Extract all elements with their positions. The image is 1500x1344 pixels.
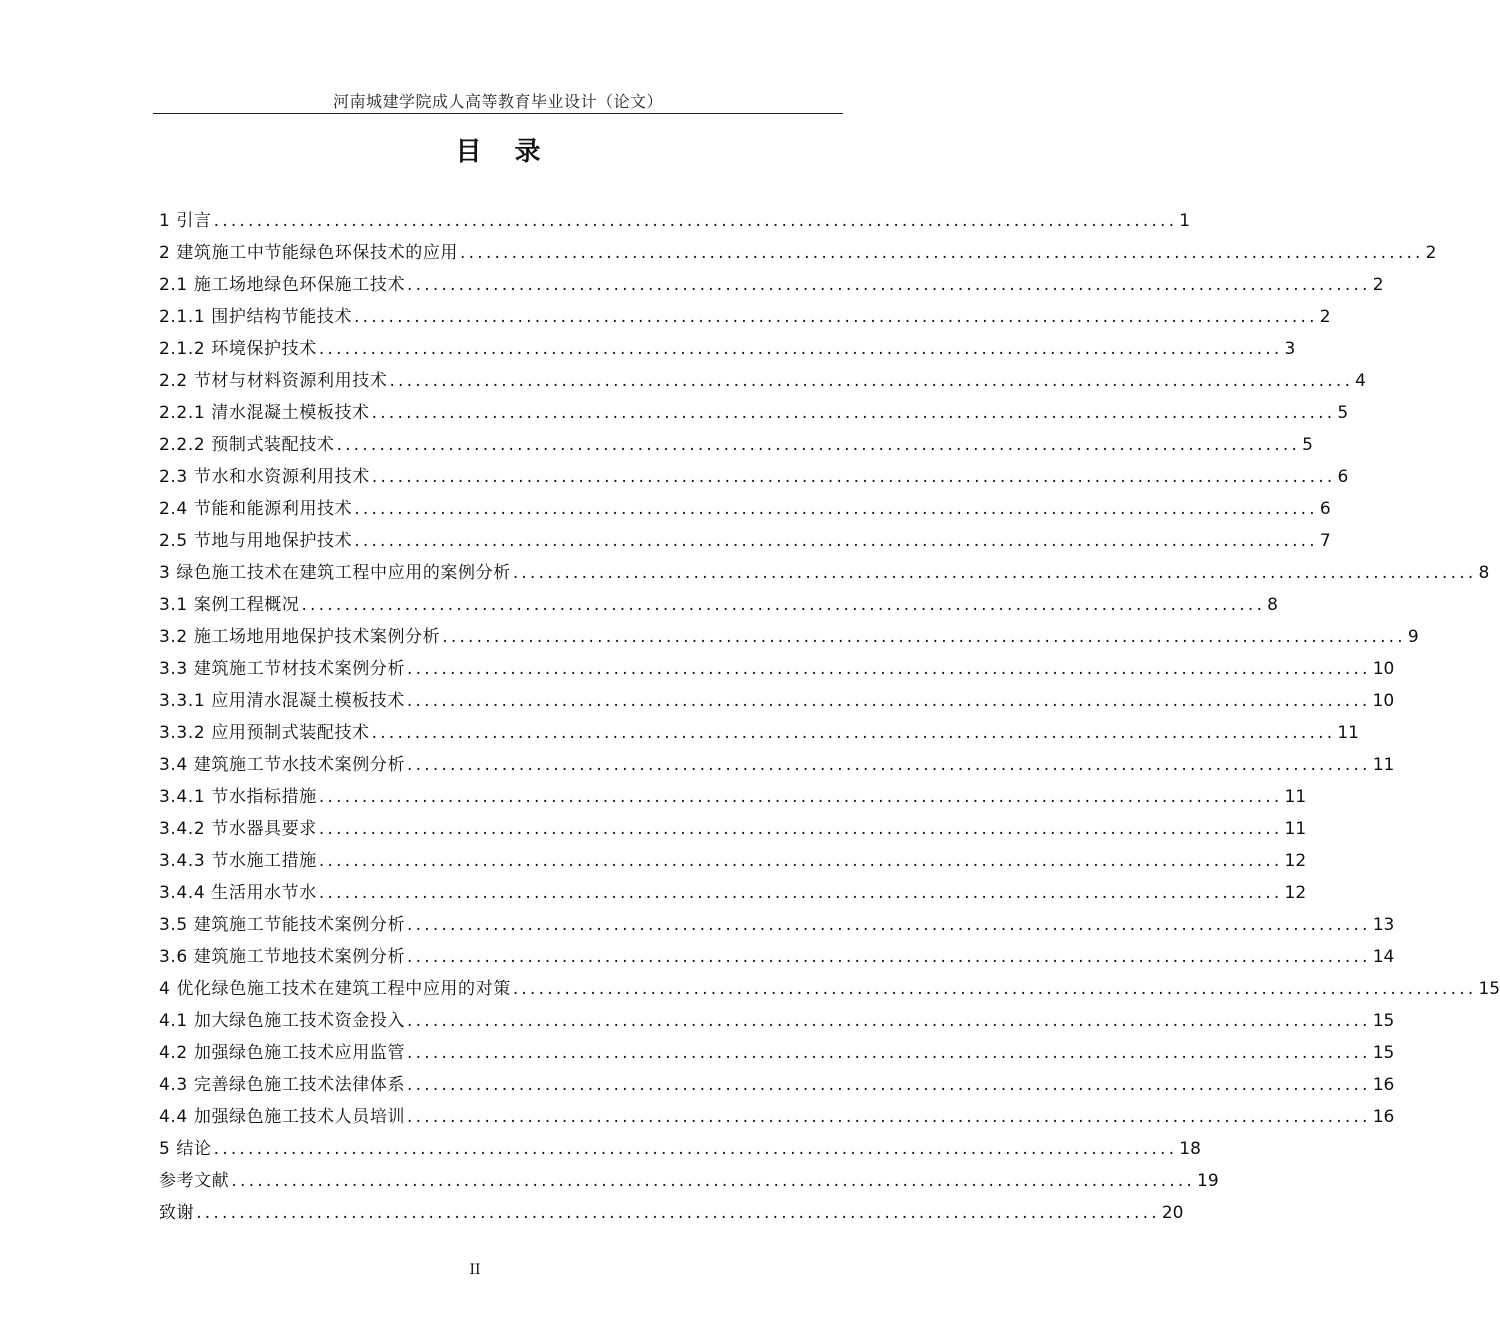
toc-dot-leader: ................................................................................................................ — [318, 883, 1283, 903]
toc-dot-leader: ................................................................................................................ — [354, 307, 1318, 327]
toc-entry-page-number: 2 — [1425, 243, 1437, 263]
toc-entry-title: 4.4 加强绿色施工技术人员培训 — [159, 1107, 406, 1127]
toc-entry-page-number: 8 — [1267, 595, 1278, 615]
toc-entry[interactable] — [159, 684, 1395, 716]
toc-entry[interactable] — [159, 428, 1313, 460]
toc-dot-leader: ................................................................................................................ — [318, 787, 1283, 807]
header-divider — [153, 113, 843, 114]
toc-entry-page-number: 12 — [1284, 851, 1307, 871]
toc-entry-title: 3 绿色施工技术在建筑工程中应用的案例分析 — [159, 563, 511, 583]
toc-entry[interactable] — [159, 1164, 1219, 1196]
toc-entry-title: 3.3.2 应用预制式装配技术 — [159, 723, 370, 743]
toc-dot-leader: ................................................................................................................ — [354, 499, 1318, 519]
toc-entry-title: 2.3 节水和水资源利用技术 — [159, 467, 370, 487]
toc-dot-leader: ................................................................................................................ — [318, 819, 1283, 839]
toc-entry-page-number: 5 — [1337, 403, 1349, 423]
toc-entry-page-number: 8 — [1478, 563, 1490, 583]
toc-entry-title: 参考文献 — [159, 1171, 230, 1191]
toc-entry-page-number: 13 — [1372, 915, 1395, 935]
toc-entry-page-number: 3 — [1284, 339, 1296, 359]
toc-entry-title: 3.3 建筑施工节材技术案例分析 — [159, 659, 406, 679]
toc-entry[interactable] — [159, 844, 1307, 876]
toc-dot-leader: ................................................................................................................ — [407, 1011, 1371, 1031]
toc-dot-leader: ................................................................................................................ — [354, 531, 1318, 551]
toc-entry[interactable] — [159, 908, 1395, 940]
toc-entry[interactable] — [159, 204, 1191, 236]
toc-entry-title: 2.2 节材与材料资源利用技术 — [159, 371, 388, 391]
toc-dot-leader: ................................................................................................................ — [407, 755, 1371, 775]
toc-entry-page-number: 16 — [1372, 1075, 1395, 1095]
toc-entry-title: 4.1 加大绿色施工技术资金投入 — [159, 1011, 406, 1031]
toc-entry[interactable] — [159, 1068, 1395, 1100]
toc-entry-title: 3.4.1 节水指标措施 — [159, 787, 317, 807]
toc-entry[interactable] — [159, 812, 1307, 844]
toc-dot-leader: ................................................................................................................ — [371, 723, 1336, 743]
toc-dot-leader: ................................................................................................................ — [406, 691, 1371, 711]
toc-entry[interactable] — [159, 1132, 1201, 1164]
toc-entry[interactable] — [159, 460, 1349, 492]
toc-entry-title: 3.4.4 生活用水节水 — [159, 883, 317, 903]
toc-entry[interactable] — [159, 748, 1395, 780]
toc-dot-leader: ................................................................................................................ — [371, 467, 1336, 487]
toc-entry-title: 4 优化绿色施工技术在建筑工程中应用的对策 — [159, 979, 511, 999]
toc-entry-page-number: 15 — [1372, 1043, 1395, 1063]
toc-entry-page-number: 19 — [1197, 1171, 1219, 1191]
toc-entry-title: 3.2 施工场地用地保护技术案例分析 — [159, 627, 441, 647]
toc-dot-leader: ................................................................................................................ — [213, 211, 1178, 231]
toc-dot-leader: ................................................................................................................ — [460, 243, 1424, 263]
toc-entry-page-number: 14 — [1372, 947, 1395, 967]
toc-dot-leader: ................................................................................................................ — [318, 851, 1283, 871]
toc-dot-leader: ................................................................................................................ — [407, 947, 1371, 967]
toc-entry-title: 4.3 完善绿色施工技术法律体系 — [159, 1075, 406, 1095]
toc-entry-title: 2.4 节能和能源利用技术 — [159, 499, 353, 519]
toc-dot-leader: ................................................................................................................ — [371, 403, 1336, 423]
toc-entry-page-number: 5 — [1302, 435, 1313, 455]
toc-entry[interactable] — [159, 652, 1395, 684]
toc-dot-leader: ................................................................................................................ — [407, 1075, 1371, 1095]
toc-entry-page-number: 10 — [1372, 691, 1395, 711]
toc-dot-leader: ................................................................................................................ — [301, 595, 1266, 615]
toc-entry[interactable] — [159, 524, 1331, 556]
toc-entry[interactable] — [159, 332, 1296, 364]
toc-entry-title: 致谢 — [159, 1203, 195, 1223]
toc-entry-page-number: 2 — [1372, 275, 1384, 295]
toc-entry[interactable] — [159, 492, 1331, 524]
toc-dot-leader: ................................................................................................................ — [407, 659, 1371, 679]
toc-entry-title: 2.5 节地与用地保护技术 — [159, 531, 353, 551]
toc-entry-page-number: 11 — [1337, 723, 1359, 743]
toc-entry[interactable] — [159, 876, 1307, 908]
toc-entry[interactable] — [159, 972, 1500, 1004]
toc-entry[interactable] — [159, 268, 1384, 300]
toc-dot-leader: ................................................................................................................ — [512, 979, 1477, 999]
toc-dot-leader: ................................................................................................................ — [442, 627, 1406, 647]
toc-dot-leader: ................................................................................................................ — [336, 435, 1301, 455]
toc-dot-leader: ................................................................................................................ — [318, 339, 1283, 359]
toc-entry-page-number: 2 — [1319, 307, 1331, 327]
toc-entry[interactable] — [159, 396, 1349, 428]
toc-entry[interactable] — [159, 940, 1395, 972]
toc-entry-title: 3.4.2 节水器具要求 — [159, 819, 317, 839]
table-of-contents — [159, 204, 1500, 1228]
toc-entry-title: 1 引言 — [159, 211, 212, 231]
toc-entry[interactable] — [159, 1196, 1184, 1228]
toc-entry-title: 3.5 建筑施工节能技术案例分析 — [159, 915, 406, 935]
toc-dot-leader: ................................................................................................................ — [389, 371, 1354, 391]
toc-entry-page-number: 7 — [1319, 531, 1331, 551]
toc-entry-page-number: 11 — [1284, 787, 1307, 807]
toc-entry-title: 3.3.1 应用清水混凝土模板技术 — [159, 691, 405, 711]
toc-entry-title: 4.2 加强绿色施工技术应用监管 — [159, 1043, 406, 1063]
toc-entry-page-number: 6 — [1319, 499, 1331, 519]
toc-entry[interactable] — [159, 364, 1366, 396]
toc-entry[interactable] — [159, 780, 1307, 812]
toc-entry-page-number: 15 — [1372, 1011, 1395, 1031]
toc-dot-leader: ................................................................................................................ — [196, 1203, 1160, 1223]
toc-entry-title: 3.4.3 节水施工措施 — [159, 851, 317, 871]
toc-entry-title: 5 结论 — [159, 1139, 212, 1159]
toc-entry[interactable] — [159, 556, 1490, 588]
toc-entry[interactable] — [159, 1100, 1395, 1132]
toc-entry-page-number: 18 — [1179, 1139, 1201, 1159]
toc-entry[interactable] — [159, 588, 1278, 620]
toc-entry-title: 3.6 建筑施工节地技术案例分析 — [159, 947, 406, 967]
toc-entry[interactable] — [159, 300, 1331, 332]
toc-entry-title: 3.1 案例工程概况 — [159, 595, 300, 615]
toc-heading: 目 录 — [455, 137, 553, 167]
toc-entry-page-number: 1 — [1179, 211, 1191, 231]
toc-entry[interactable] — [159, 1036, 1395, 1068]
toc-dot-leader: ................................................................................................................ — [407, 1043, 1371, 1063]
toc-entry-page-number: 16 — [1372, 1107, 1395, 1127]
toc-dot-leader: ................................................................................................................ — [512, 563, 1477, 583]
toc-dot-leader: ................................................................................................................ — [407, 1107, 1371, 1127]
toc-entry-page-number: 15 — [1478, 979, 1500, 999]
toc-entry[interactable] — [159, 716, 1359, 748]
toc-entry-title: 3.4 建筑施工节水技术案例分析 — [159, 755, 406, 775]
toc-entry-page-number: 9 — [1407, 627, 1419, 647]
toc-dot-leader: ................................................................................................................ — [231, 1171, 1196, 1191]
toc-entry-page-number: 20 — [1161, 1203, 1184, 1223]
toc-entry-page-number: 10 — [1372, 659, 1395, 679]
toc-entry-title: 2.2.2 预制式装配技术 — [159, 435, 335, 455]
toc-entry-title: 2.1.2 环境保护技术 — [159, 339, 317, 359]
toc-dot-leader: ................................................................................................................ — [407, 275, 1371, 295]
toc-dot-leader: ................................................................................................................ — [407, 915, 1371, 935]
toc-entry-title: 2.1.1 围护结构节能技术 — [159, 307, 353, 327]
document-header-title: 河南城建学院成人高等教育毕业设计（论文） — [332, 92, 663, 111]
toc-entry-title: 2 建筑施工中节能绿色环保技术的应用 — [159, 243, 459, 263]
toc-entry[interactable] — [159, 620, 1419, 652]
toc-entry-title: 2.2.1 清水混凝土模板技术 — [159, 403, 370, 423]
toc-entry[interactable] — [159, 236, 1437, 268]
page-number: II — [469, 1262, 481, 1278]
toc-entry-page-number: 11 — [1284, 819, 1307, 839]
toc-entry-page-number: 6 — [1337, 467, 1349, 487]
toc-entry[interactable] — [159, 1004, 1395, 1036]
toc-entry-page-number: 11 — [1372, 755, 1395, 775]
toc-dot-leader: ................................................................................................................ — [213, 1139, 1178, 1159]
toc-entry-page-number: 4 — [1355, 371, 1366, 391]
toc-entry-page-number: 12 — [1284, 883, 1307, 903]
toc-entry-title: 2.1 施工场地绿色环保施工技术 — [159, 275, 406, 295]
